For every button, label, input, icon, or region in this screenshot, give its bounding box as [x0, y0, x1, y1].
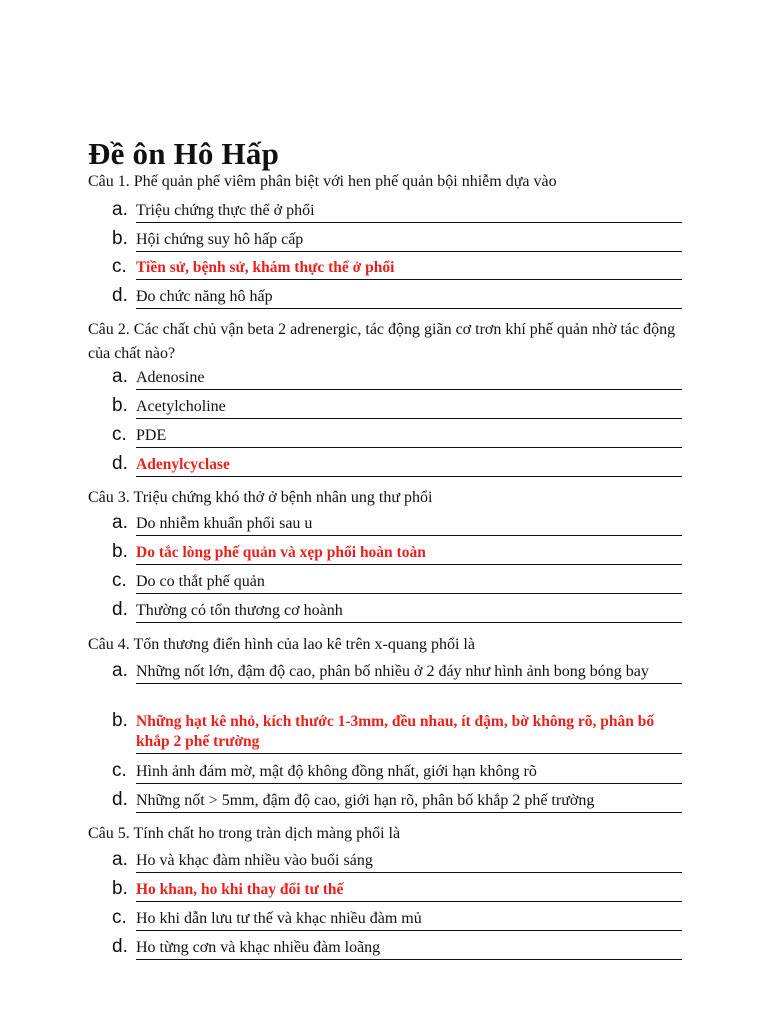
- option-letter: c.: [112, 570, 127, 591]
- option-letter: c.: [112, 424, 127, 445]
- option-text: Adenosine: [136, 368, 682, 390]
- correct-answer-text: Ho khan, ho khi thay đổi tư thế: [136, 880, 682, 902]
- option-letter: d.: [112, 789, 128, 810]
- page-title: Đề ôn Hô Hấp: [88, 136, 280, 171]
- option-text: Acetylcholine: [136, 397, 682, 419]
- option-letter: a.: [112, 849, 128, 870]
- option-letter: a.: [112, 660, 128, 681]
- option-letter: c.: [112, 907, 127, 928]
- option-letter: b.: [112, 395, 128, 416]
- question-2-text: Câu 2. Các chất chủ vận beta 2 adrenergic, tác động giãn cơ trơn khí phế quản nhờ tác động của chất nào?: [88, 321, 676, 362]
- question-5-text: Câu 5. Tính chất ho trong tràn dịch màng phổi là: [88, 825, 401, 842]
- option-text: PDE: [136, 426, 682, 448]
- option-letter: d.: [112, 285, 128, 306]
- option-letter: c.: [112, 256, 127, 277]
- correct-answer-text: Do tắc lòng phế quản và xẹp phổi hoàn toàn: [136, 543, 682, 565]
- option-text: Những nốt > 5mm, đậm độ cao, giới hạn rõ, phân bố khắp 2 phế trường: [136, 791, 682, 813]
- question-1-text: Câu 1. Phế quản phế viêm phân biệt với hen phế quản bội nhiễm dựa vào: [88, 173, 557, 190]
- option-text: Đo chức năng hô hấp: [136, 287, 682, 309]
- correct-answer-text: Những hạt kê nhỏ, kích thước 1-3mm, đều nhau, ít đậm, bờ không rõ, phân bố khắp 2 phế trường: [136, 712, 682, 754]
- option-text: Do co thắt phế quản: [136, 572, 682, 594]
- correct-answer-text: Adenylcyclase: [136, 455, 682, 477]
- option-letter: b.: [112, 541, 128, 562]
- option-text: Ho khi dẫn lưu tư thế và khạc nhiều đàm mủ: [136, 909, 682, 931]
- option-text: Những nốt lớn, đậm độ cao, phân bố nhiều ở 2 đáy như hình ảnh bong bóng bay: [136, 662, 682, 684]
- option-text: Hội chứng suy hô hấp cấp: [136, 230, 682, 252]
- option-letter: b.: [112, 710, 128, 731]
- option-text: Triệu chứng thực thể ở phổi: [136, 201, 682, 223]
- option-text: Ho và khạc đàm nhiều vào buổi sáng: [136, 851, 682, 873]
- option-letter: d.: [112, 599, 128, 620]
- option-letter: b.: [112, 878, 128, 899]
- option-letter: c.: [112, 760, 127, 781]
- option-text: Thường có tổn thương cơ hoành: [136, 601, 682, 623]
- option-text: Do nhiễm khuẩn phổi sau u: [136, 514, 682, 536]
- option-letter: b.: [112, 228, 128, 249]
- option-letter: d.: [112, 936, 128, 957]
- option-letter: a.: [112, 366, 128, 387]
- option-text: Hình ảnh đám mờ, mật độ không đồng nhất, giới hạn không rõ: [136, 762, 682, 784]
- option-text: Ho từng cơn và khạc nhiều đàm loãng: [136, 938, 682, 960]
- question-4-text: Câu 4. Tổn thương điển hình của lao kê trên x-quang phổi là: [88, 636, 475, 653]
- correct-answer-text: Tiền sử, bệnh sử, khám thực thể ở phổi: [136, 258, 682, 280]
- question-3-text: Câu 3. Triệu chứng khó thở ở bệnh nhân ung thư phổi: [88, 489, 433, 506]
- option-letter: a.: [112, 199, 128, 220]
- option-letter: a.: [112, 512, 128, 533]
- option-letter: d.: [112, 453, 128, 474]
